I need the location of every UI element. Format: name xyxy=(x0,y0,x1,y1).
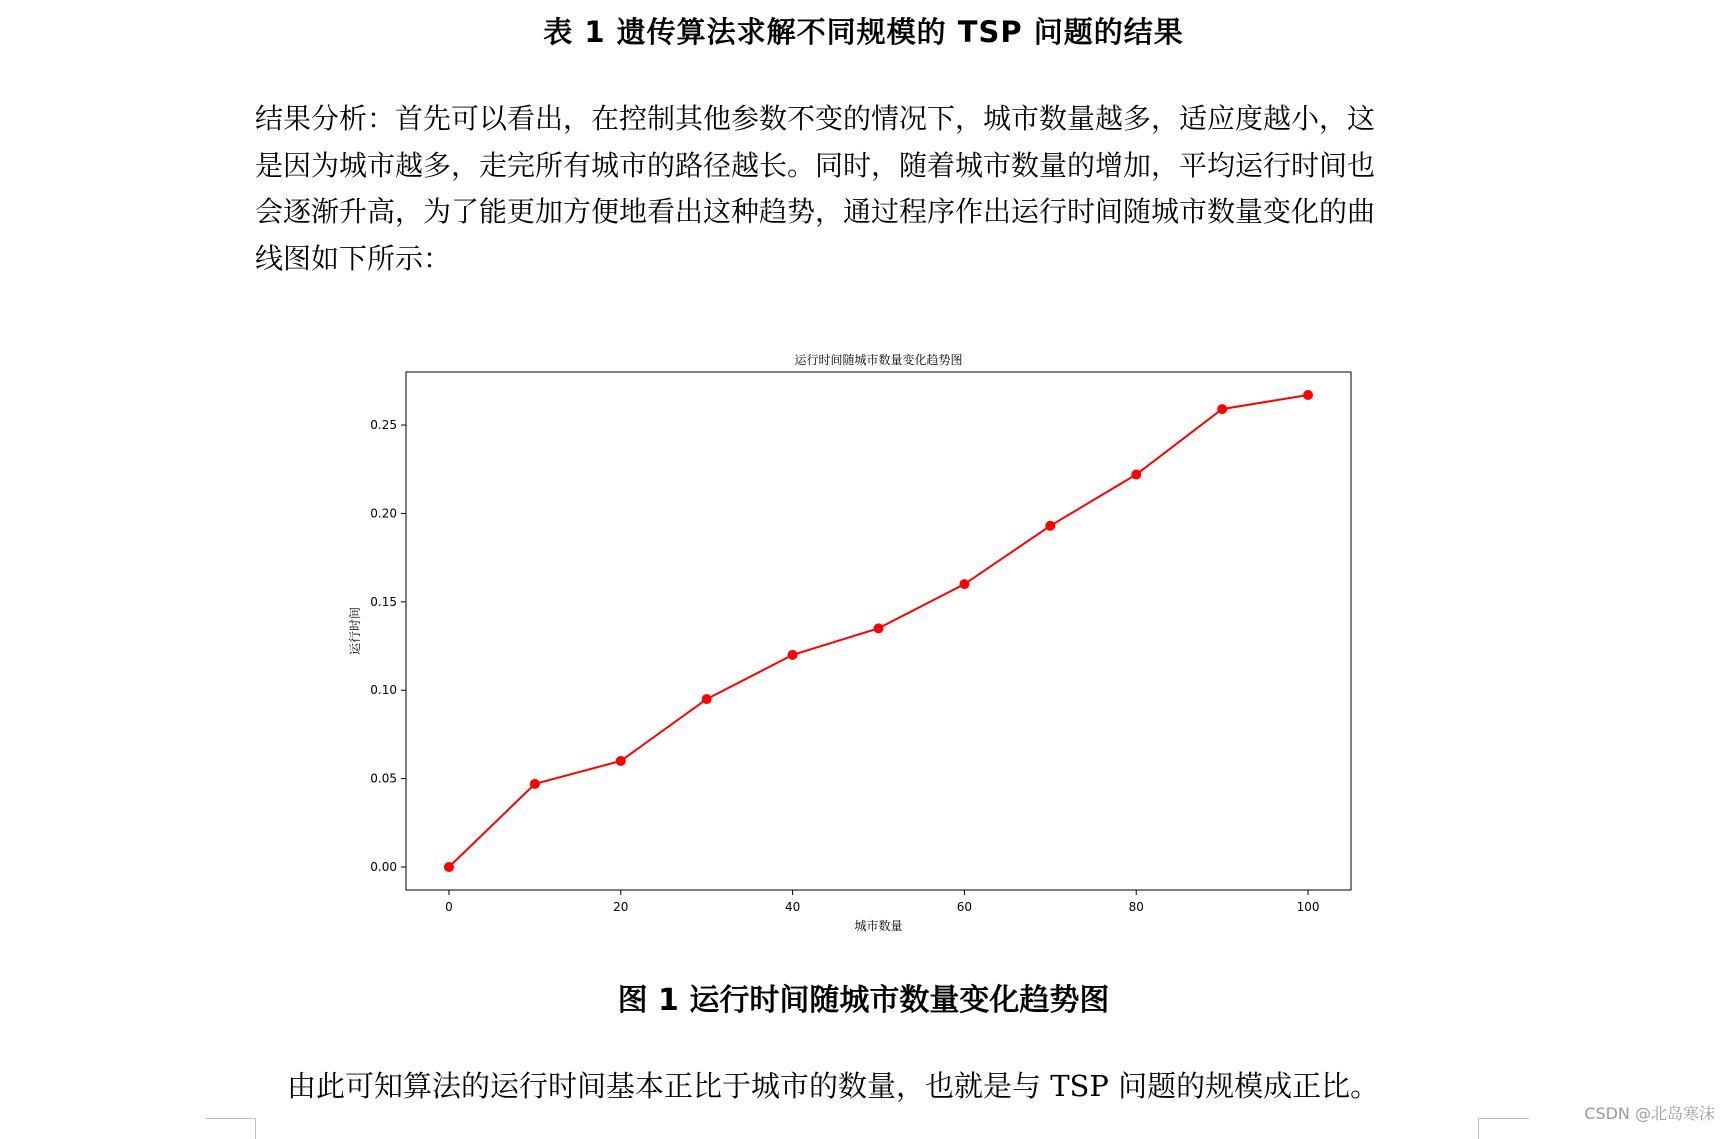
data-point xyxy=(959,579,969,589)
data-point xyxy=(616,756,626,766)
conclusion-text: 由此可知算法的运行时间基本正比于城市的数量，也就是与 TSP 问题的规模成正比。 xyxy=(287,1069,1380,1103)
data-point xyxy=(1131,470,1141,480)
x-tick-label: 60 xyxy=(956,900,973,914)
chart-title: 运行时间随城市数量变化趋势图 xyxy=(794,353,963,367)
x-axis-label: 城市数量 xyxy=(854,919,903,933)
data-point xyxy=(788,650,798,660)
page-corner-mark-right xyxy=(1478,1118,1529,1139)
table-caption: 表 1 遗传算法求解不同规模的 TSP 问题的结果 xyxy=(543,15,1184,49)
analysis-line: 线图如下所示： xyxy=(255,241,452,275)
watermark: CSDN @北岛寒沫 xyxy=(1584,1104,1715,1123)
y-tick-label: 0.15 xyxy=(370,594,397,609)
x-tick-label: 40 xyxy=(784,900,801,914)
analysis-line: 会逐渐升高，为了能更加方便地看出这种趋势，通过程序作出运行时间随城市数量变化的曲 xyxy=(255,195,1376,228)
y-tick-label: 0.05 xyxy=(370,771,397,786)
y-tick-label: 0.20 xyxy=(370,506,397,521)
x-tick-label: 80 xyxy=(1128,900,1144,914)
analysis-line: 结果分析：首先可以看出，在控制其他参数不变的情况下，城市数量越多，适应度越小，这 xyxy=(255,102,1376,135)
runtime-chart xyxy=(330,345,1390,945)
figure-caption: 图 1 运行时间随城市数量变化趋势图 xyxy=(617,983,1110,1018)
x-tick-label: 20 xyxy=(613,900,629,914)
data-point xyxy=(1045,521,1055,531)
y-axis-label: 运行时间 xyxy=(348,606,362,656)
analysis-paragraph xyxy=(255,96,1480,282)
data-point xyxy=(444,862,454,872)
data-point xyxy=(874,623,884,633)
y-tick-label: 0.10 xyxy=(370,683,397,698)
y-tick-label: 0.25 xyxy=(370,418,397,433)
y-tick-label: 0.00 xyxy=(370,860,397,875)
data-point xyxy=(530,779,540,789)
analysis-line: 是因为城市越多，走完所有城市的路径越长。同时，随着城市数量的增加，平均运行时间也 xyxy=(255,148,1376,182)
page-corner-mark-left xyxy=(205,1118,256,1139)
data-point xyxy=(1303,390,1313,400)
x-tick-label: 0 xyxy=(445,900,453,914)
chart-svg xyxy=(330,345,1390,945)
data-point xyxy=(1217,404,1227,414)
x-tick-label: 100 xyxy=(1296,900,1320,914)
data-point xyxy=(702,694,712,704)
